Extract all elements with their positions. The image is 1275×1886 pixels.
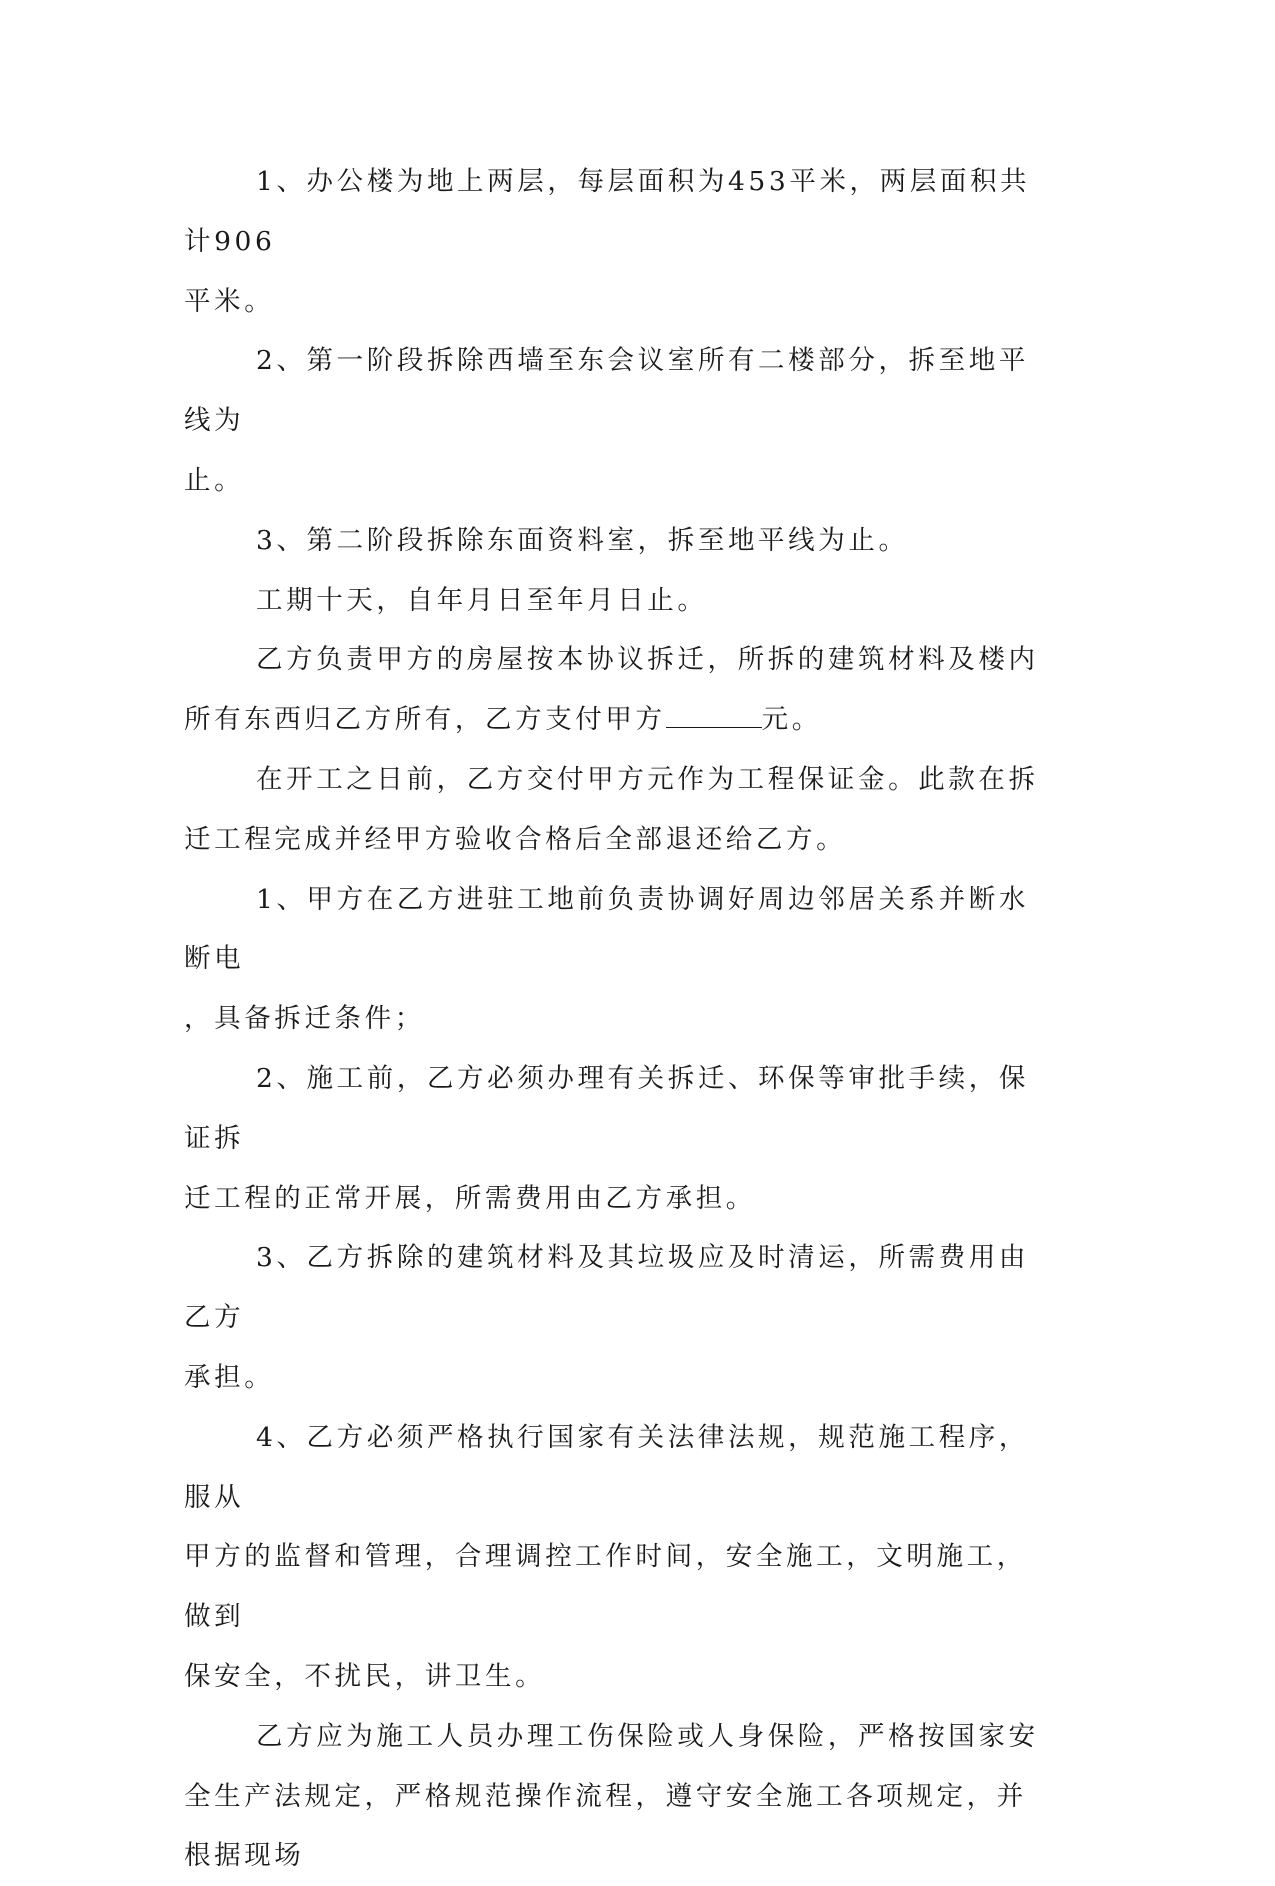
paragraph-duration: 工期十天，自年月日至年月日止。 bbox=[256, 584, 708, 616]
paragraph-insurance: 乙方应为施工人员办理工伤保险或人身保险，严格按国家安全生产法规定，严格规范操作流程，遵守安全施工各项规定，并根据现场 bbox=[184, 1720, 1039, 1872]
paragraph-deposit: 在开工之日前，乙方交付甲方元作为工程保证金。此款在拆迁工程完成并经甲方验收合格后全部退还给乙方。 bbox=[184, 763, 1039, 855]
payment-suffix: 元。 bbox=[761, 704, 822, 736]
paragraph-area: 1、办公楼为地上两层，每层面积为453平米，两层面积共计906 平米。 bbox=[184, 166, 1031, 317]
paragraph-party-a-duty: 1、甲方在乙方进驻工地前负责协调好周边邻居关系并断水断电 ，具备拆迁条件； bbox=[184, 883, 1029, 1035]
paragraph-cleanup: 3、乙方拆除的建筑材料及其垃圾应及时清运，所需费用由乙方 承担。 bbox=[184, 1242, 1029, 1393]
payment-text: 乙方负责甲方的房屋按本协议拆迁，所拆的建筑材料及楼内所有东西归乙方所有，乙方支付甲方 bbox=[184, 644, 1039, 736]
paragraph-regulations: 4、乙方必须严格执行国家有关法律法规，规范施工程序，服从 甲方的监督和管理，合理调控工作时间，安全施工，文明施工，做到 保安全，不扰民，讲卫生。 bbox=[184, 1421, 1029, 1692]
paragraph-phase-one: 2、第一阶段拆除西墙至东会议室所有二楼部分，拆至地平线为 止。 bbox=[184, 345, 1029, 496]
paragraph-payment bbox=[184, 630, 1044, 750]
paragraph-approvals: 2、施工前，乙方必须办理有关拆迁、环保等审批手续，保证拆 迁工程的正常开展，所需费用由乙方承担。 bbox=[184, 1062, 1029, 1214]
amount-blank bbox=[666, 703, 762, 728]
paragraph-phase-two: 3、第二阶段拆除东面资料室，拆至地平线为止。 bbox=[256, 524, 909, 556]
document-body bbox=[184, 152, 1044, 1886]
